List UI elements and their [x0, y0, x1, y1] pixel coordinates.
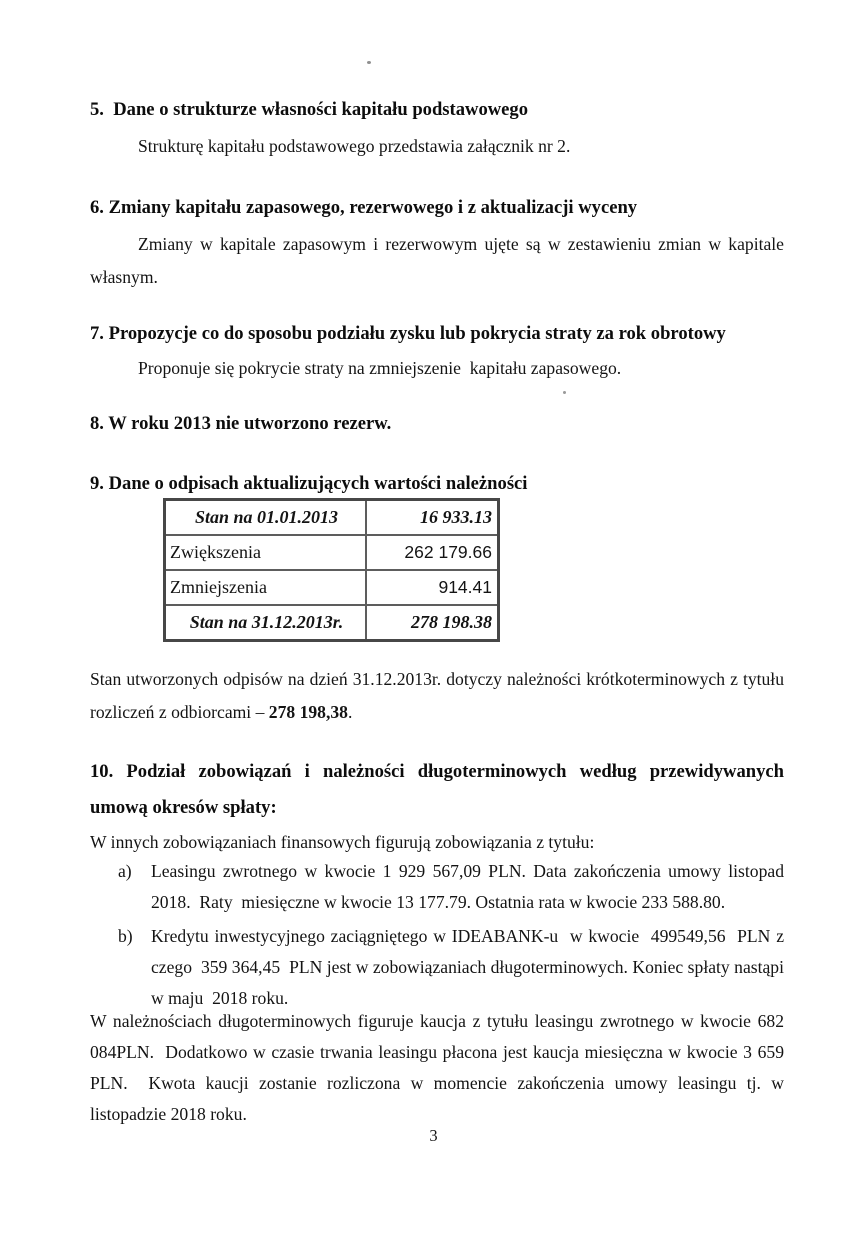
- list-item-a: [118, 856, 789, 918]
- section-9-heading: 9. Dane o odpisach aktualizujących wartości należności: [90, 473, 528, 494]
- note-amount: 278 198,38: [268, 702, 348, 722]
- section-10-intro: W innych zobowiązaniach finansowych figurują zobowiązania z tytułu:: [90, 832, 595, 852]
- section-8-heading: 8. W roku 2013 nie utworzono rezerw.: [90, 413, 392, 434]
- list-item-text: Leasingu zwrotnego w kwocie 1 929 567,09 PLN. Data zakończenia umowy listopad 2018. Raty miesięczne w kwocie 13 177.79. Ostatnia rata w kwocie 233 588.80.: [151, 861, 789, 912]
- scan-speck: [367, 61, 371, 64]
- list-item-b: [118, 921, 793, 1014]
- table-row-label: Zmniejszenia: [165, 570, 367, 605]
- section-7-heading: 7. Propozycje co do sposobu podziału zysku lub pokrycia straty za rok obrotowy: [90, 323, 726, 344]
- table-row-value: 914.41: [366, 570, 499, 605]
- scan-speck: [563, 391, 566, 394]
- section-6-paragraph: Zmiany w kapitale zapasowym i rezerwowym ujęte są w zestawieniu zmian w kapitale własnym.: [90, 234, 789, 287]
- note-period: .: [347, 702, 353, 722]
- section-5-heading: 5. Dane o strukturze własności kapitału podstawowego: [90, 99, 529, 120]
- table-row-label: Stan na 01.01.2013: [165, 500, 367, 536]
- list-item-text: Kredytu inwestycyjnego zaciągniętego w IDEABANK-u w kwocie 499549,56 PLN z czego 359 364,45 PLN jest w zobowiązaniach długoterminowych. Koniec spłaty nastąpi w maju 2018 roku.: [151, 926, 793, 1008]
- table-row: [165, 535, 499, 570]
- section-7-paragraph: Proponuje się pokrycie straty na zmniejszenie kapitału zapasowego.: [138, 358, 622, 378]
- table-row-value: 278 198.38: [366, 605, 499, 641]
- section-10-heading: 10. Podział zobowiązań i należności długoterminowych według przewidywanych umową okresów spłaty:: [90, 761, 789, 818]
- list-marker: a): [118, 861, 132, 881]
- table-row-label: Zwiększenia: [165, 535, 367, 570]
- table-row-value: 16 933.13: [366, 500, 499, 536]
- table-row-label: Stan na 31.12.2013r.: [165, 605, 367, 641]
- list-marker: b): [118, 926, 133, 946]
- section-9-note: [90, 663, 793, 729]
- note-text: Stan utworzonych odpisów na dzień 31.12.2013r. dotyczy należności krótkoterminowych z tytułu rozliczeń z odbiorcami –: [90, 669, 793, 722]
- table-row: [165, 605, 499, 641]
- table-row: [165, 570, 499, 605]
- table-row-value: 262 179.66: [366, 535, 499, 570]
- page-number: 3: [429, 1126, 438, 1145]
- section-5-paragraph: Strukturę kapitału podstawowego przedstawia załącznik nr 2.: [138, 136, 571, 156]
- table-row: [165, 500, 499, 536]
- section-6-heading: 6. Zmiany kapitału zapasowego, rezerwowego i z aktualizacji wyceny: [90, 197, 638, 218]
- section-10-closing: W należnościach długoterminowych figuruje kaucja z tytułu leasingu zwrotnego w kwocie 682 084PLN. Dodatkowo w czasie trwania leasingu płacona jest kaucja miesięczna w kwocie 3 659 PLN. Kwota kaucji zostanie rozliczona w momencie zakończenia umowy leasingu tj. w listopadzie 2018 roku.: [90, 1011, 789, 1124]
- write-offs-table: [163, 498, 500, 642]
